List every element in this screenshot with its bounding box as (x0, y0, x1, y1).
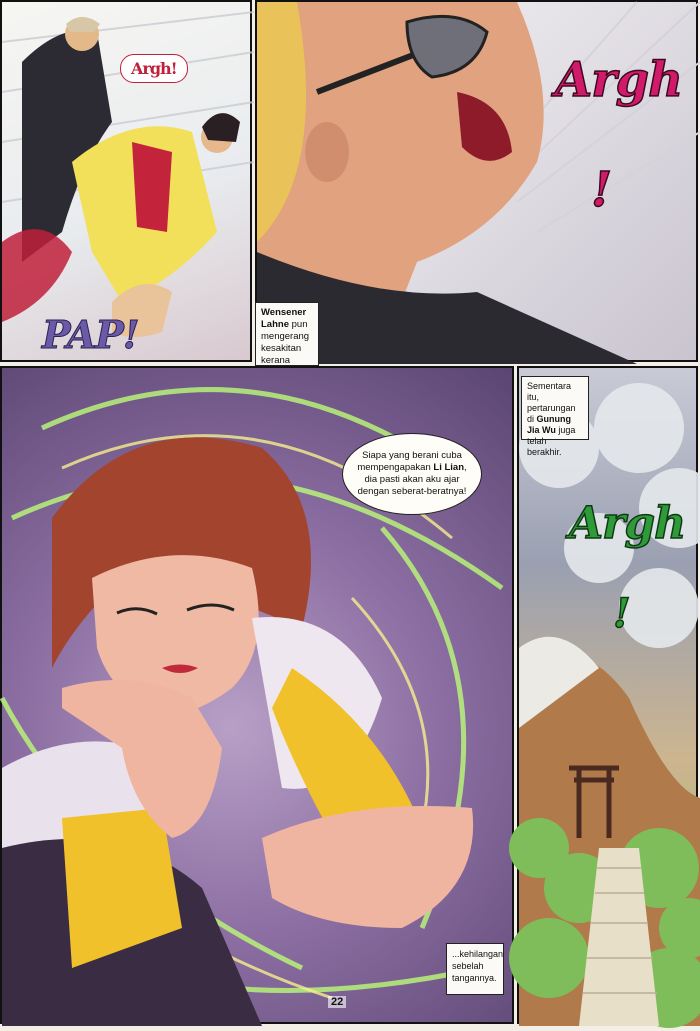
caption-text: Sementara itu, pertarungan di Gunung Jia Wu juga telah berakhir. (527, 381, 576, 457)
panel-fight (0, 0, 252, 362)
sfx-argh-small: Argh! (120, 54, 188, 83)
sfx-argh-green-mark: ! (613, 590, 630, 637)
sfx-argh-mark: ! (591, 162, 612, 218)
sfx-pap: PAP! (42, 312, 139, 357)
panel-li-lian (0, 366, 514, 1024)
speech-bubble-li-lian (342, 433, 482, 515)
caption-kehilangan: ...kehilangan sebelah tangannya. (446, 943, 504, 995)
panel-mountain (517, 366, 698, 1024)
sfx-argh-magenta: Argh (555, 52, 682, 108)
panel-closeup (255, 0, 698, 366)
caption-wensener (255, 302, 319, 366)
caption-text: pun mengerang kesakitan kerana (261, 319, 310, 366)
mountain-illustration (519, 368, 700, 1026)
caption-name: Wensener Lahne (261, 307, 307, 330)
caption-gunung-jia-wu (521, 376, 589, 457)
page-number: 22 (328, 996, 346, 1008)
speech-text: Siapa yang berani cuba mempengapakan Li Lian, dia pasti akan aku ajar dengan seberat-beratnya! (357, 450, 467, 497)
sfx-argh-green: Argh (569, 498, 686, 549)
